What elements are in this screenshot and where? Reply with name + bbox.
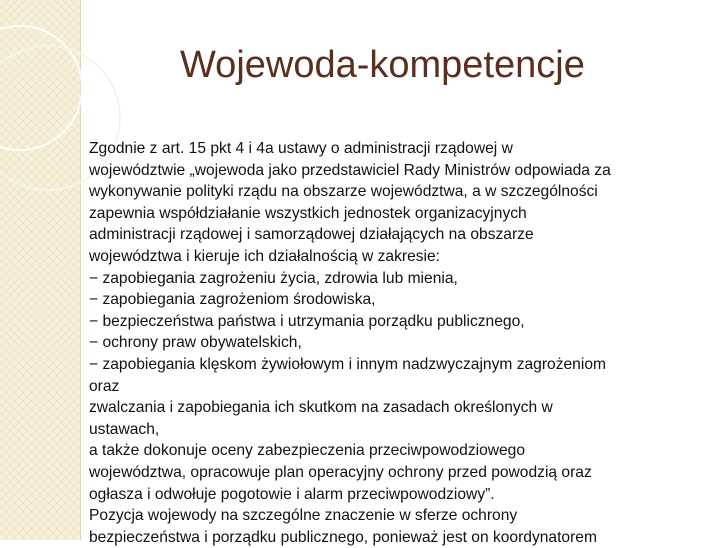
body-line: ogłasza i odwołuje pogotowie i alarm przeciwpowodziowy”. <box>89 485 495 503</box>
body-line: Zgodnie z art. 15 pkt 4 i 4a ustawy o administracji rządowej w <box>89 140 513 157</box>
body-line: ustawach, <box>89 420 160 438</box>
body-line: wykonywanie polityki rządu na obszarze województwa, a w szczególności <box>89 183 598 201</box>
body-line: − bezpieczeństwa państwa i utrzymania porządku publicznego, <box>89 312 525 330</box>
body-line: województwa i kieruje ich działalnością w zakresie: <box>89 247 441 265</box>
body-line: bezpieczeństwa i porządku publicznego, ponieważ jest on koordynatorem <box>89 528 597 546</box>
body-line: oraz <box>89 377 120 395</box>
slide-title: Wojewoda-kompetencje <box>180 44 585 86</box>
body-line: zapewnia współdziałanie wszystkich jednostek organizacyjnych <box>89 204 527 222</box>
body-line: województwie „wojewoda jako przedstawiciel Rady Ministrów odpowiada za <box>89 161 611 179</box>
body-line: a także dokonuje oceny zabezpieczenia przeciwpowodziowego <box>89 442 526 460</box>
body-line: województwa, opracowuje plan operacyjny ochrony przed powodzią oraz <box>89 463 592 481</box>
body-line: − zapobiegania zagrożeniom środowiska, <box>89 291 376 309</box>
body-line: − zapobiegania zagrożeniu życia, zdrowia lub mienia, <box>89 269 458 287</box>
body-line: Pozycja wojewody na szczególne znaczenie w sferze ochrony <box>89 507 518 525</box>
slide-body <box>89 138 699 548</box>
body-line: zwalczania i zapobiegania ich skutkom na zasadach określonych w <box>89 399 553 417</box>
body-line: − ochrony praw obywatelskich, <box>89 334 302 352</box>
body-line: − zapobiegania klęskom żywiołowym i innym nadzwyczajnym zagrożeniom <box>89 355 606 373</box>
body-line: administracji rządowej i samorządowej działających na obszarze <box>89 226 534 244</box>
